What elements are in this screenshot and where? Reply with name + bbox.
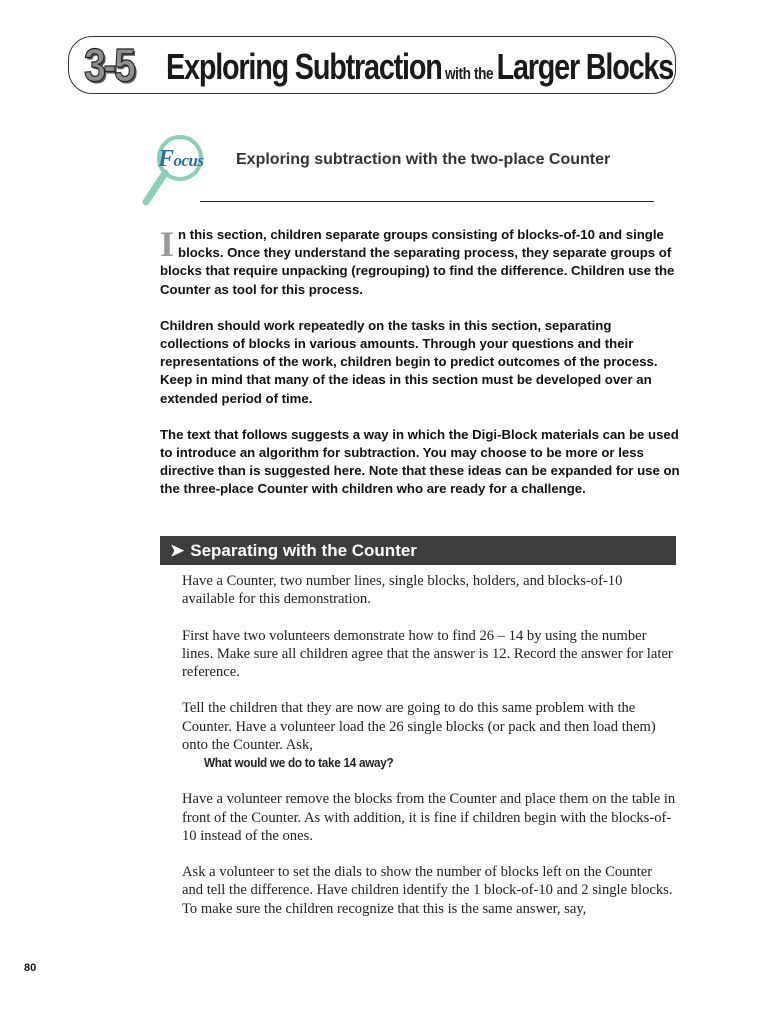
body-paragraph-5: Ask a volunteer to set the dials to show the number of blocks left on the Counter and tell the difference. Have children identify the 1 block-of-10 and 2 single blocks. [182, 864, 673, 899]
body-paragraph-2: First have two volunteers demonstrate how to find 26 – 14 by using the number lines. Make sure all children agree that the answer is 12. Record the answer for later reference. [182, 627, 673, 680]
body-text [182, 572, 676, 918]
page-title [166, 46, 673, 88]
teacher-question: What would we do to take 14 away? [204, 755, 394, 770]
intro-paragraph-2: Children should work repeatedly on the tasks in this section, separating collections of blocks in various amounts. Through your questions and their representations of the work, children begin to predict outcomes of the process. Keep in mind that many of the ideas in this section must be developed over an extended period of time. [160, 317, 658, 406]
title-part1: Exploring Subtraction [166, 46, 442, 87]
arrow-icon: ➤ [170, 541, 185, 560]
focus-text: Exploring subtraction with the two-place Counter [236, 151, 611, 168]
page-number: 80 [24, 962, 37, 974]
focus-label: Focus [158, 146, 204, 172]
section-number: 3-5 [84, 39, 134, 91]
focus-divider [200, 201, 654, 202]
title-connector: with the [445, 64, 494, 83]
drop-cap: I [160, 224, 175, 264]
intro-paragraph-3: The text that follows suggests a way in which the Digi-Block materials can be used to introduce an algorithm for subtraction. You may choose to be more or less directive than is suggested here. Note that these ideas can be expanded for use on the three-place Counter with children who are ready for a challenge. [160, 426, 680, 497]
intro-paragraph-1: In this section, children separate groups consisting of blocks-of-10 and single blocks. Once they understand the separating process, they separate groups of blocks that require unpacking (regrouping) to find the difference. Children use the Counter as tool for this process. [160, 224, 675, 297]
intro-section [160, 226, 682, 517]
section-heading [160, 536, 676, 565]
body-paragraph-4: Have a volunteer remove the blocks from the Counter and place them on the table in front of the Counter. As with addition, it is fine if children begin with the blocks-of-10 instead of the ones. [182, 791, 676, 844]
section-heading-text: Separating with the Counter [190, 541, 417, 560]
body-paragraph-6: To make sure the children recognize that this is the same answer, say, [182, 900, 587, 917]
title-part2: Larger Blocks [496, 46, 674, 87]
body-paragraph-3: Tell the children that they are now are going to do this same problem with the Counter. Have a volunteer load the 26 single blocks (or pack and then load them) onto the Counter. Ask, What would we do to take 14 away? [182, 699, 676, 772]
body-paragraph-1: Have a Counter, two number lines, single blocks, holders, and blocks-of-10 available for this demonstration. [182, 573, 623, 608]
